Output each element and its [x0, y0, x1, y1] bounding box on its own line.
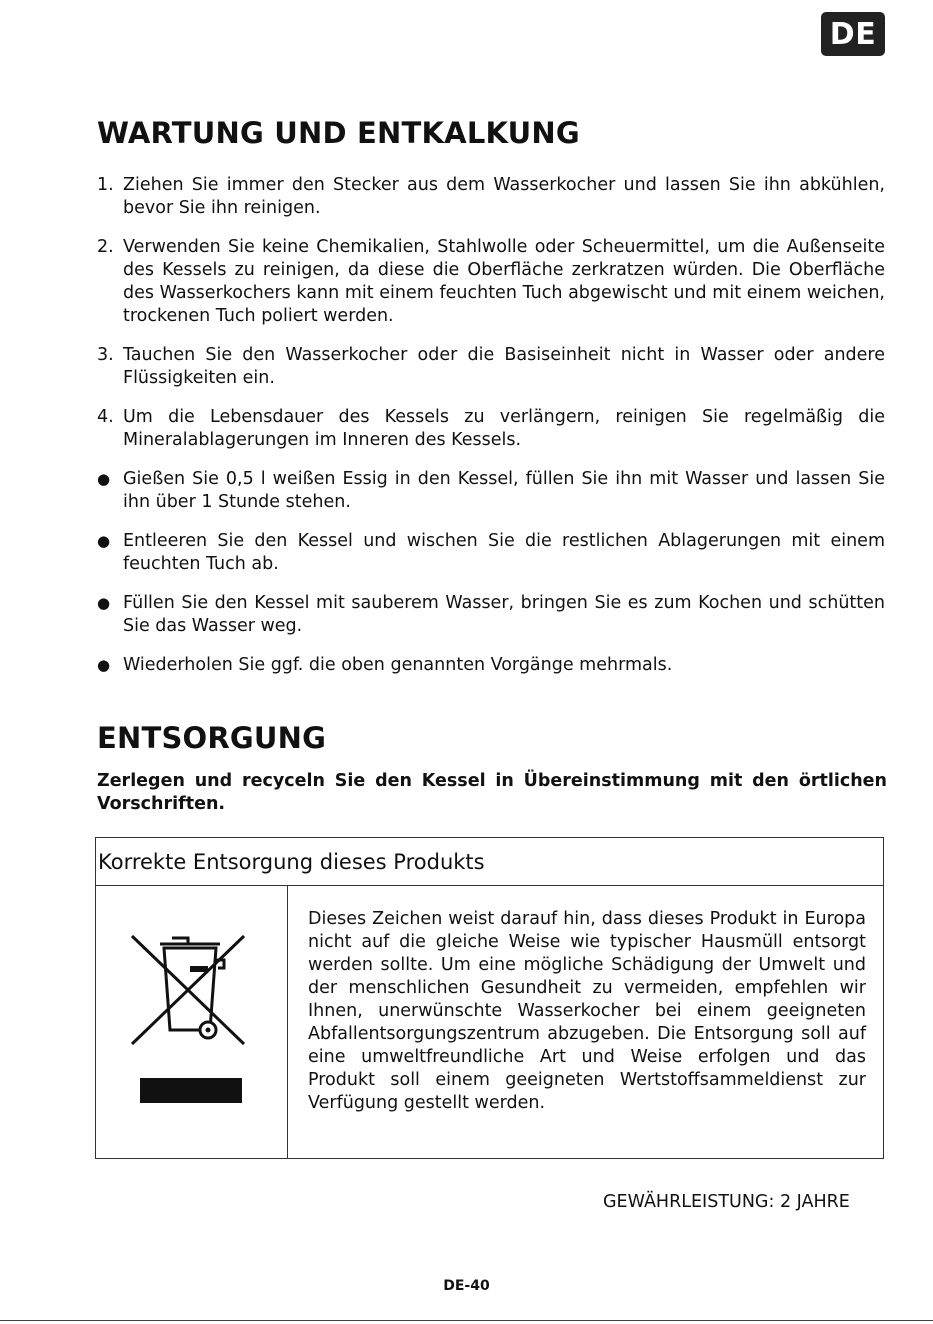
bin-symbol-area: [96, 886, 287, 1158]
page-number: DE-40: [443, 1278, 490, 1294]
disposal-box-header: Korrekte Entsorgung dieses Produkts: [96, 838, 883, 886]
list-item-text: Verwenden Sie keine Chemikalien, Stahlwolle oder Scheuermittel, um die Außenseite des Kessels zu reinigen, da diese die Oberfläche zerkratzen würden. Die Oberfläche des Wasserkochers kann mit einem feuchten Tuch abgewischt und mit einem weichen, trockenen Tuch poliert werden.: [123, 237, 885, 326]
list-item-text: Tauchen Sie den Wasserkocher oder die Basiseinheit nicht in Wasser oder andere Flüssigkeiten ein.: [123, 345, 885, 388]
list-item-text: Wiederholen Sie ggf. die oben genannten Vorgänge mehrmals.: [123, 655, 673, 675]
list-item: [97, 530, 885, 576]
list-item-text: Entleeren Sie den Kessel und wischen Sie die restlichen Ablagerungen mit einem feuchten Tuch ab.: [123, 531, 885, 574]
disposal-intro: Zerlegen und recyceln Sie den Kessel in Übereinstimmung mit den örtlichen Vorschriften.: [97, 771, 887, 814]
maintenance-list: [97, 174, 885, 693]
list-marker: 1.: [97, 175, 114, 195]
box-divider: [287, 886, 288, 1158]
list-item-text: Um die Lebensdauer des Kessels zu verlängern, reinigen Sie regelmäßig die Mineralablagerungen im Inneren des Kessels.: [123, 407, 885, 450]
list-item-text: Füllen Sie den Kessel mit sauberem Wasser, bringen Sie es zum Kochen und schütten Sie das Wasser weg.: [123, 593, 885, 636]
list-item: [97, 236, 885, 328]
bottom-rule: [0, 1320, 933, 1321]
list-item: [97, 592, 885, 638]
crossed-out-wheelie-bin-icon: [126, 930, 250, 1054]
list-item: [97, 174, 885, 220]
language-badge: DE: [821, 12, 885, 56]
black-bar-mark: [140, 1078, 242, 1103]
list-marker: 4.: [97, 407, 114, 427]
list-item: [97, 468, 885, 514]
warranty-text: GEWÄHRLEISTUNG: 2 JAHRE: [603, 1192, 850, 1212]
bullet-marker: ●: [97, 470, 111, 488]
list-item-text: Gießen Sie 0,5 l weißen Essig in den Kessel, füllen Sie ihn mit Wasser und lassen Sie ihn über 1 Stunde stehen.: [123, 469, 885, 512]
bullet-marker: ●: [97, 656, 111, 674]
bullet-marker: ●: [97, 594, 111, 612]
bullet-marker: ●: [97, 532, 111, 550]
list-marker: 3.: [97, 345, 114, 365]
list-item: [97, 344, 885, 390]
list-item: [97, 406, 885, 452]
disposal-box-text: Dieses Zeichen weist darauf hin, dass dieses Produkt in Europa nicht auf die gleiche Weise wie typischer Hausmüll entsorgt werden sollte. Um eine mögliche Schädigung der Umwelt und der menschlichen Gesundheit zu vermeiden, empfehlen wir Ihnen, unerwünschte Wasserkocher bei einem geeigneten Abfallentsorgungszentrum abzugeben. Die Entsorgung soll auf eine umweltfreundliche Art und Weise erfolgen und das Produkt soll einem geeigneten Wertstoffsammeldienst zur Verfügung gestellt werden.: [308, 909, 866, 1113]
list-marker: 2.: [97, 237, 114, 257]
maintenance-title: WARTUNG UND ENTKALKUNG: [97, 116, 580, 150]
list-item: [97, 654, 885, 677]
list-item-text: Ziehen Sie immer den Stecker aus dem Wasserkocher und lassen Sie ihn abkühlen, bevor Sie ihn reinigen.: [123, 175, 885, 218]
disposal-info-box: [95, 837, 884, 1159]
disposal-title: ENTSORGUNG: [97, 721, 327, 755]
